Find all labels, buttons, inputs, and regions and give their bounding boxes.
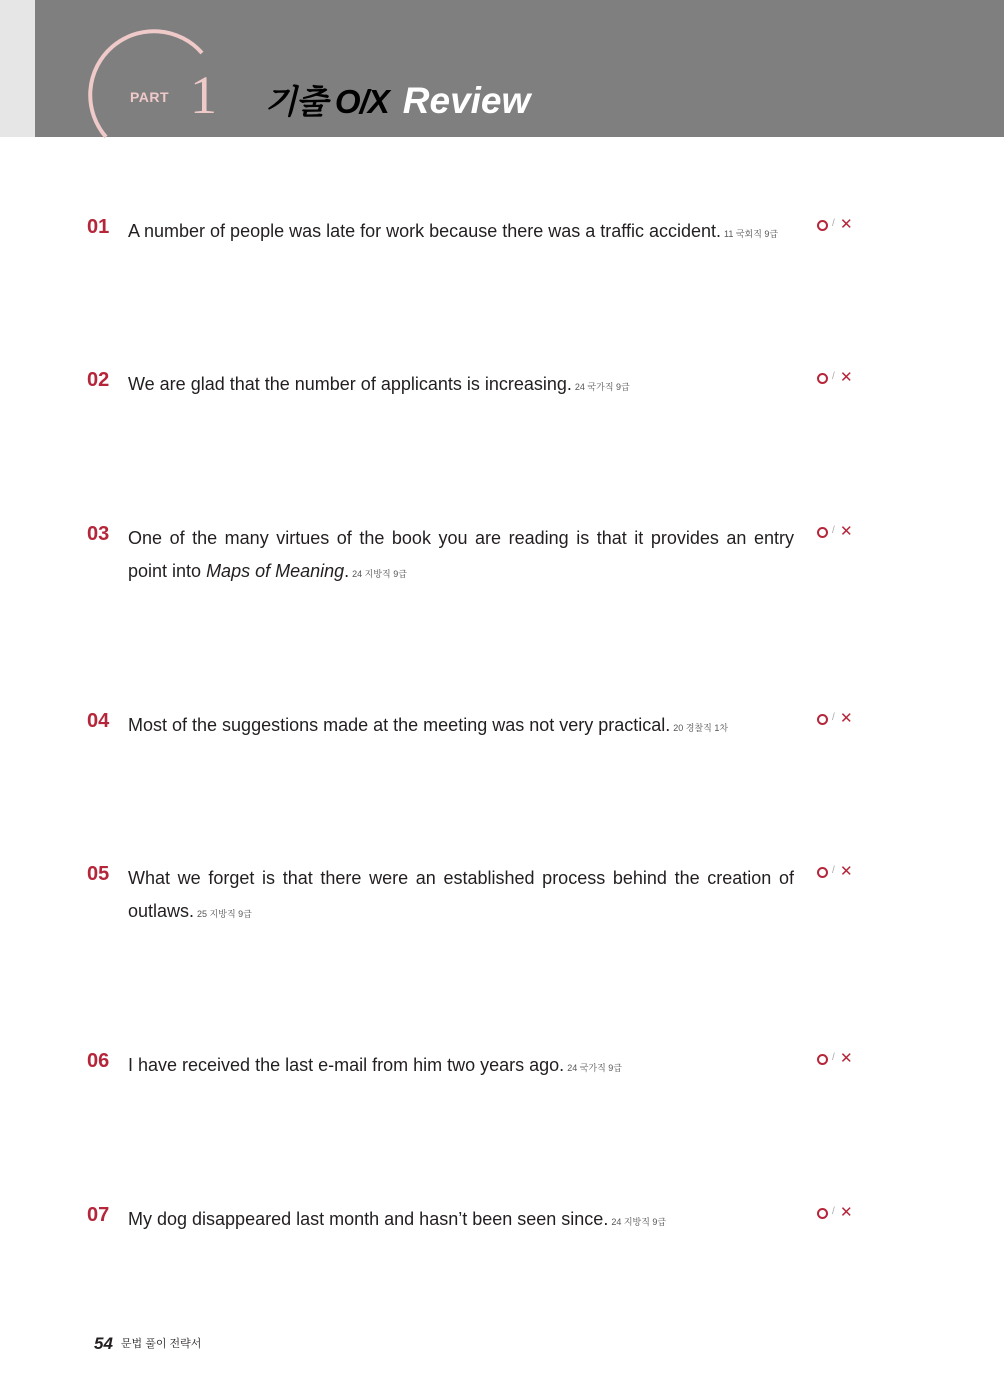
question-sentence: What we forget is that there were an established process behind the creation of outlaws. — [128, 868, 794, 921]
x-mark-icon: ✕ — [840, 369, 853, 386]
ox-choice — [816, 1205, 860, 1225]
ox-choice — [816, 524, 860, 544]
o-mark-icon — [817, 373, 828, 384]
question-item-06 — [0, 1048, 1004, 1128]
question-text — [128, 1049, 794, 1085]
ox-separator: / — [832, 525, 835, 536]
question-text — [128, 522, 794, 591]
question-item-02 — [0, 367, 1004, 447]
question-text — [128, 1203, 794, 1239]
page-footer — [94, 1334, 201, 1354]
question-item-01 — [0, 214, 1004, 294]
question-sentence: I have received the last e-mail from him two years ago. — [128, 1055, 565, 1075]
question-item-04 — [0, 708, 1004, 788]
question-italic-title: Maps of Meaning — [206, 561, 345, 581]
o-mark-icon — [817, 867, 828, 878]
question-item-03 — [0, 521, 1004, 601]
question-text — [128, 215, 794, 251]
question-sentence: We are glad that the number of applicants is increasing. — [128, 374, 572, 394]
page-title-english: Review — [402, 80, 531, 121]
ox-choice — [816, 864, 860, 884]
question-source: 25 지방직 9급 — [197, 909, 252, 919]
question-number: 04 — [87, 710, 110, 732]
page-number: 54 — [94, 1334, 113, 1353]
x-mark-icon: ✕ — [840, 216, 853, 233]
question-sentence: One of the many virtues of the book you are reading is that it provides an entry point into — [128, 528, 794, 581]
o-mark-icon — [817, 714, 828, 725]
question-item-07 — [0, 1202, 1004, 1282]
question-source: 24 지방직 9급 — [611, 1217, 667, 1227]
question-sentence: A number of people was late for work because there was a traffic accident. — [128, 221, 721, 241]
question-source: 20 경찰직 1차 — [673, 723, 729, 733]
question-source: 24 국가직 9급 — [574, 382, 630, 392]
question-source: 24 국가직 9급 — [567, 1063, 622, 1073]
question-item-05 — [0, 861, 1004, 941]
x-mark-icon: ✕ — [840, 710, 853, 727]
book-title: 문법 풀이 전략서 — [120, 1338, 202, 1350]
question-number: 05 — [87, 863, 110, 885]
ox-separator: / — [832, 1052, 835, 1063]
ox-choice — [816, 1051, 860, 1071]
question-text — [128, 862, 794, 931]
part-label: PART — [130, 89, 170, 105]
question-number: 01 — [87, 216, 110, 238]
left-strip — [0, 0, 35, 137]
ox-separator: / — [832, 1206, 835, 1217]
ox-choice — [816, 711, 860, 731]
question-number: 03 — [87, 523, 110, 545]
question-number: 06 — [87, 1050, 110, 1072]
x-mark-icon: ✕ — [840, 523, 853, 540]
question-source: 24 지방직 9급 — [352, 569, 407, 579]
ox-separator: / — [832, 218, 835, 229]
o-mark-icon — [817, 527, 828, 538]
x-mark-icon: ✕ — [840, 863, 853, 880]
page-title — [265, 78, 530, 125]
part-number: 1 — [190, 65, 217, 125]
o-mark-icon — [817, 220, 828, 231]
question-source: 11 국회직 9급 — [724, 229, 779, 239]
x-mark-icon: ✕ — [840, 1204, 853, 1221]
x-mark-icon: ✕ — [840, 1050, 853, 1067]
o-mark-icon — [817, 1208, 828, 1219]
ox-separator: / — [832, 712, 835, 723]
ox-choice — [816, 370, 860, 390]
question-sentence: My dog disappeared last month and hasn’t been seen since. — [128, 1209, 609, 1229]
ox-separator: / — [832, 865, 835, 876]
question-sentence: Most of the suggestions made at the meeting was not very practical. — [128, 715, 671, 735]
question-text — [128, 368, 794, 404]
question-number: 02 — [87, 369, 110, 391]
ox-choice — [816, 217, 860, 237]
ox-separator: / — [832, 371, 835, 382]
page-title-korean: 기출 O/X — [265, 83, 389, 120]
question-number: 07 — [87, 1204, 110, 1226]
question-text — [128, 709, 794, 745]
question-sentence-end: . — [344, 561, 350, 581]
o-mark-icon — [817, 1054, 828, 1065]
